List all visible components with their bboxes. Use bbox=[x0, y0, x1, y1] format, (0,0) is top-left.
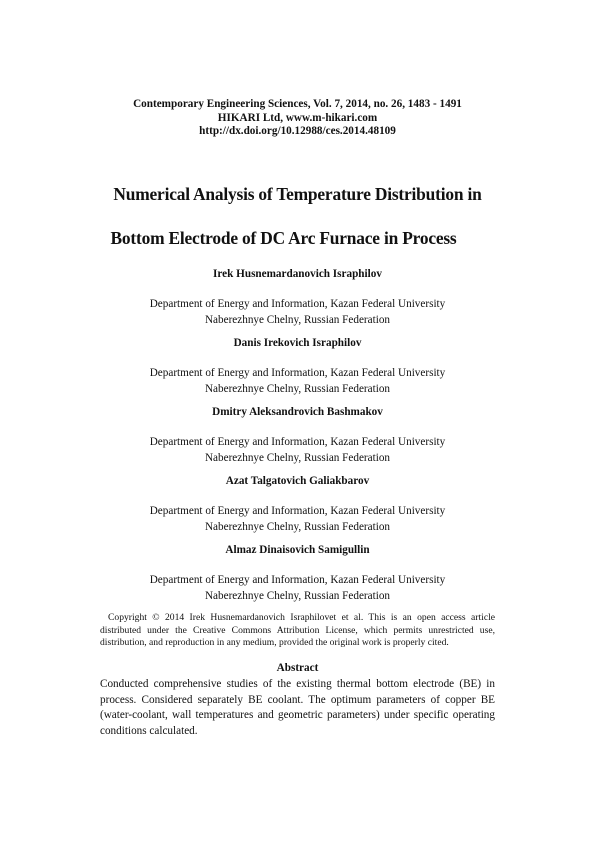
affiliation-location: Naberezhnye Chelny, Russian Federation bbox=[204, 314, 391, 326]
paper-title-line-1: Numerical Analysis of Temperature Distribution in bbox=[113, 184, 482, 204]
author-affiliation bbox=[0, 365, 595, 397]
author-name: Dmitry Aleksandrovich Bashmakov bbox=[212, 406, 383, 418]
affiliation-department: Department of Energy and Information, Kazan Federal University bbox=[149, 436, 446, 448]
affiliation-department: Department of Energy and Information, Kazan Federal University bbox=[149, 574, 446, 586]
author-name: Danis Irekovich Israphilov bbox=[233, 337, 362, 349]
abstract-text: Conducted comprehensive studies of the existing thermal bottom electrode (BE) in process. Considered separately BE coolant. The optimum parameters of copper BE (water-coolant, wall temperatures and geometric parameters) under specific operating conditions calculated. bbox=[100, 678, 495, 737]
copyright-notice bbox=[100, 612, 495, 650]
affiliation-department: Department of Energy and Information, Kazan Federal University bbox=[149, 505, 446, 517]
author-name: Irek Husnemardanovich Israphilov bbox=[213, 268, 382, 280]
author-name: Almaz Dinaisovich Samigullin bbox=[225, 544, 370, 556]
author-affiliation bbox=[0, 434, 595, 466]
affiliation-location: Naberezhnye Chelny, Russian Federation bbox=[204, 521, 391, 533]
author-affiliation bbox=[0, 572, 595, 604]
affiliation-location: Naberezhnye Chelny, Russian Federation bbox=[204, 590, 391, 602]
author-affiliation bbox=[0, 503, 595, 535]
affiliation-location: Naberezhnye Chelny, Russian Federation bbox=[204, 383, 391, 395]
journal-header bbox=[0, 98, 595, 139]
paper-title-line-2: Bottom Electrode of DC Arc Furnace in Process bbox=[110, 228, 457, 248]
affiliation-department: Department of Energy and Information, Kazan Federal University bbox=[149, 298, 446, 310]
journal-citation: Contemporary Engineering Sciences, Vol. 7, 2014, no. 26, 1483 - 1491 bbox=[133, 98, 462, 110]
publisher-line: HIKARI Ltd, www.m-hikari.com bbox=[217, 111, 378, 124]
affiliation-location: Naberezhnye Chelny, Russian Federation bbox=[204, 452, 391, 464]
affiliation-department: Department of Energy and Information, Kazan Federal University bbox=[149, 367, 446, 379]
abstract-body bbox=[100, 677, 495, 739]
author-name: Azat Talgatovich Galiakbarov bbox=[225, 475, 370, 487]
copyright-text: Copyright © 2014 Irek Husnemardanovich Israphilovet et al. This is an open access article distributed under the Creative Commons Attribution License, which permits unrestricted use, distribution, and reproduction in any medium, provided the original work is properly cited. bbox=[100, 612, 495, 649]
abstract-heading: Abstract bbox=[276, 662, 319, 674]
author-affiliation bbox=[0, 296, 595, 328]
doi-link[interactable]: http://dx.doi.org/10.12988/ces.2014.48109 bbox=[199, 125, 396, 137]
